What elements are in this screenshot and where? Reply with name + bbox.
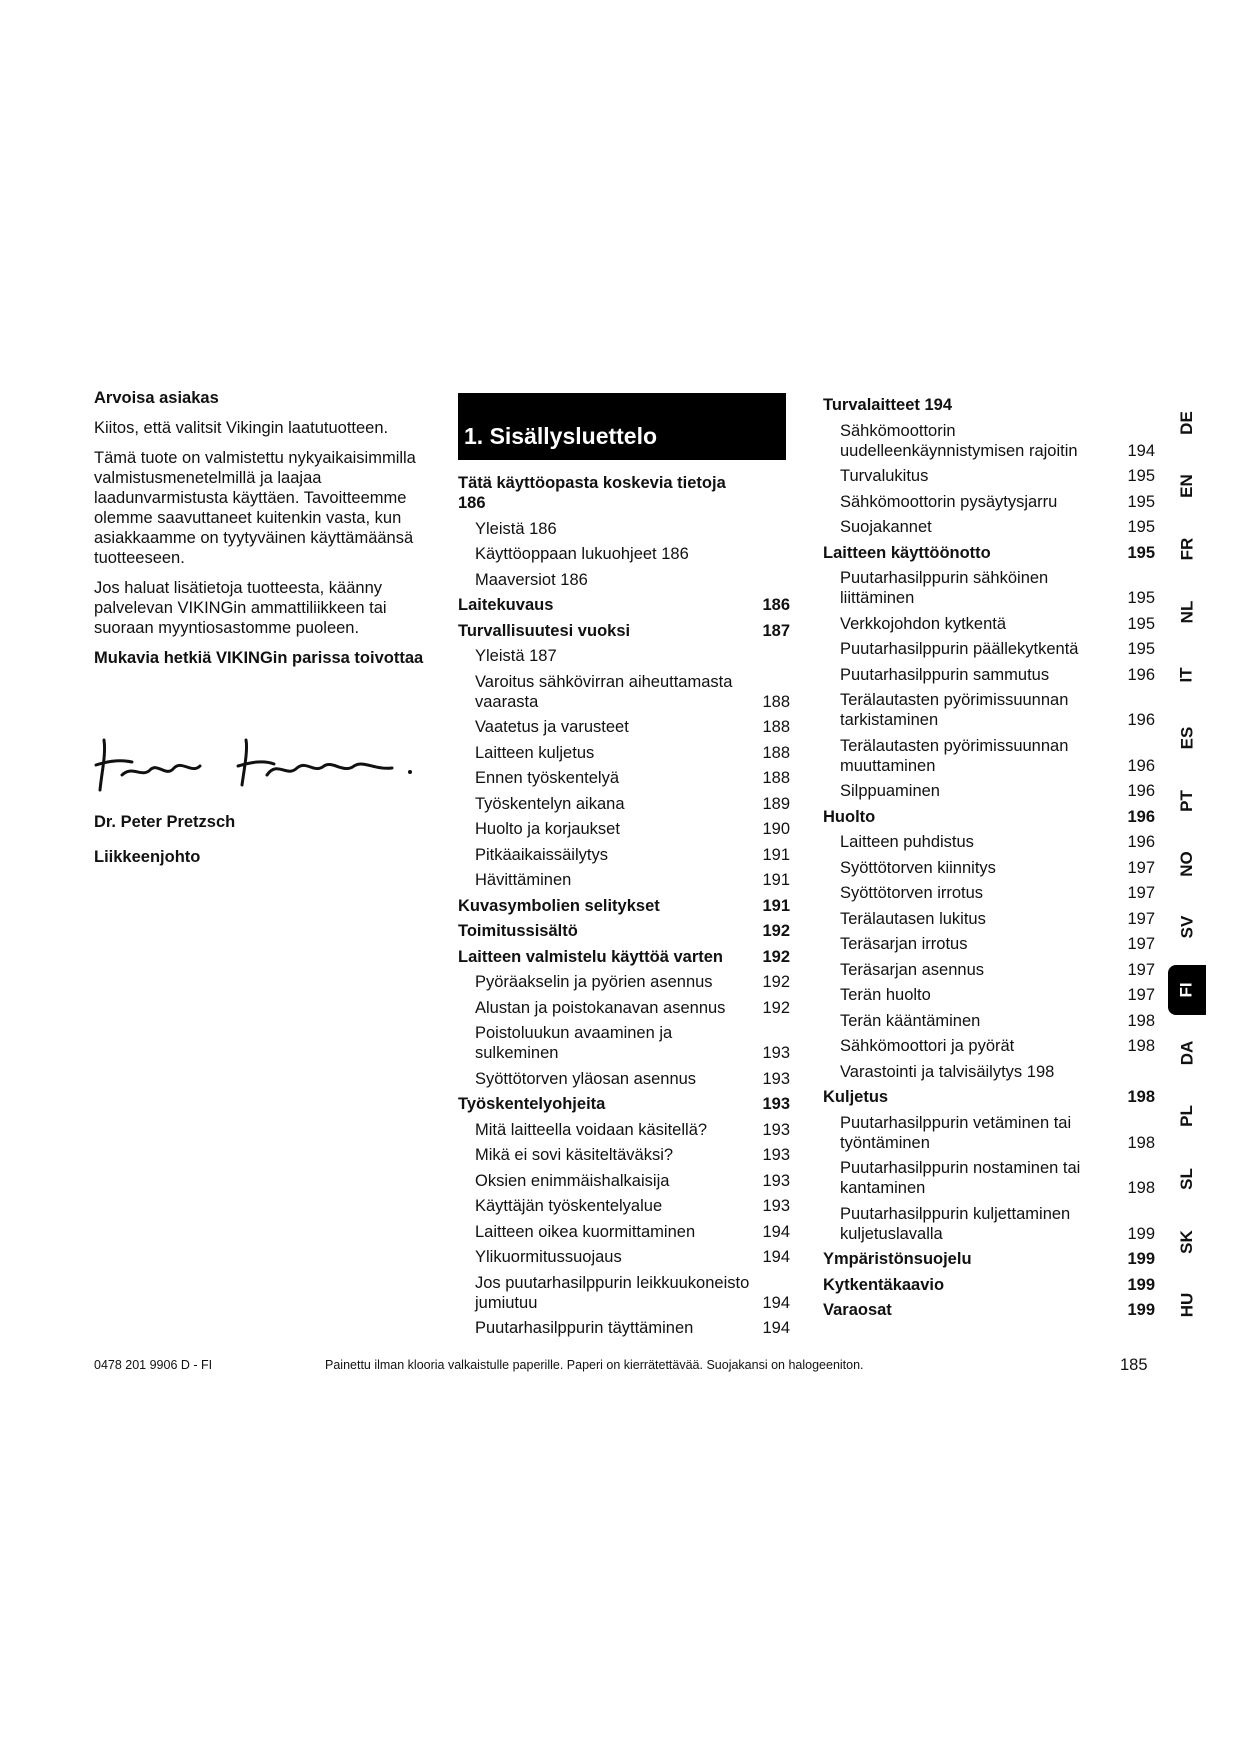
toc-entry bbox=[458, 519, 790, 539]
toc-entry-title: Terälautasten pyörimissuunnan muuttaminen bbox=[840, 736, 1069, 775]
language-tab-sv[interactable] bbox=[1168, 902, 1206, 952]
language-tab-label: DE bbox=[1177, 411, 1196, 435]
toc-entry-title: Turvalaitteet 194 bbox=[823, 396, 953, 414]
toc-entry bbox=[458, 743, 790, 763]
language-tab-label: ES bbox=[1177, 726, 1196, 750]
toc-entry-title: Kytkentäkaavio bbox=[823, 1275, 945, 1294]
language-tab-fi[interactable] bbox=[1168, 965, 1206, 1015]
language-tab-nl[interactable] bbox=[1168, 587, 1206, 637]
toc-entry bbox=[458, 544, 790, 564]
toc-entry bbox=[823, 1300, 1155, 1320]
toc-entry-title: Poistoluukun avaaminen ja sulkeminen bbox=[475, 1024, 673, 1062]
toc-entry-page: 196 bbox=[1127, 782, 1155, 800]
toc-entry bbox=[458, 845, 790, 865]
language-tab-label: HU bbox=[1177, 1292, 1196, 1318]
toc-entry-page: 193 bbox=[762, 1171, 790, 1190]
language-tab-hu[interactable] bbox=[1168, 1280, 1206, 1330]
toc-entry bbox=[823, 1275, 1155, 1295]
toc-entry-title: Terän huolto bbox=[840, 986, 931, 1004]
toc-entry-title: Hävittäminen bbox=[475, 871, 572, 889]
toc-entry-title: Puutarhasilppurin sähköinen liittäminen bbox=[840, 569, 1049, 607]
toc-entry-title: Maaversiot 186 bbox=[475, 570, 588, 589]
letter-paragraph-3: Jos haluat lisätietoja tuotteesta, käänny palvelevan VIKINGin ammattiliikkeen tai suoraan myyntiosastomme puoleen. bbox=[94, 579, 387, 637]
toc-entry-page: 192 bbox=[762, 922, 790, 940]
toc-entry-title: Yleistä 187 bbox=[475, 647, 557, 665]
letter-greeting: Arvoisa asiakas bbox=[94, 389, 219, 407]
toc-entry-title: Turvalukitus bbox=[840, 467, 929, 485]
toc-entry-title: Sähkömoottori ja pyörät bbox=[840, 1037, 1015, 1055]
toc-entry bbox=[458, 819, 790, 839]
toc-entry-title: Terälautasen lukitus bbox=[840, 909, 986, 928]
toc-entry bbox=[458, 1196, 790, 1216]
toc-entry-page: 196 bbox=[1127, 833, 1155, 851]
toc-entry-title: Yleistä 186 bbox=[475, 519, 557, 538]
toc-entry-title: Suojakannet bbox=[840, 518, 932, 536]
toc-entry-title: Varastointi ja talvisäilytys 198 bbox=[840, 1062, 1055, 1081]
toc-column-middle bbox=[458, 473, 790, 1344]
toc-entry bbox=[823, 1036, 1155, 1056]
toc-entry-page: 198 bbox=[1127, 1011, 1155, 1030]
toc-entry-page: 196 bbox=[1127, 756, 1155, 775]
toc-entry-title: Ylikuormitussuojaus bbox=[475, 1248, 622, 1266]
toc-entry-title: Teräsarjan asennus bbox=[840, 960, 985, 979]
toc-entry-title: Toimitussisältö bbox=[458, 922, 578, 940]
toc-entry-page: 192 bbox=[762, 973, 790, 991]
toc-entry bbox=[458, 1069, 790, 1089]
toc-entry-title: Teräsarjan irrotus bbox=[840, 935, 968, 953]
language-tab-label: DA bbox=[1177, 1040, 1196, 1066]
toc-entry bbox=[823, 492, 1155, 512]
toc-entry-page: 197 bbox=[1127, 909, 1155, 928]
toc-entry-title: Oksien enimmäishalkaisija bbox=[475, 1171, 670, 1190]
toc-entry bbox=[823, 568, 1155, 608]
language-tab-label: FI bbox=[1176, 982, 1196, 998]
toc-entry-title: Puutarhasilppurin nostaminen tai kantaminen bbox=[840, 1159, 1081, 1197]
language-tab-pl[interactable] bbox=[1168, 1091, 1206, 1141]
toc-entry bbox=[823, 1158, 1155, 1198]
language-tab-label: SK bbox=[1177, 1230, 1196, 1254]
toc-entry-title: Varoitus sähkövirran aiheuttamasta vaarasta bbox=[475, 672, 733, 711]
toc-entry-page: 196 bbox=[1127, 711, 1155, 729]
toc-entry bbox=[823, 395, 1155, 415]
signature-image bbox=[92, 730, 432, 810]
toc-entry-page: 191 bbox=[762, 845, 790, 864]
toc-column-right bbox=[823, 395, 1155, 1326]
toc-entry bbox=[823, 690, 1155, 730]
toc-entry bbox=[823, 736, 1155, 776]
toc-entry-page: 198 bbox=[1127, 1088, 1155, 1106]
toc-entry-title: Vaatetus ja varusteet bbox=[475, 718, 629, 736]
toc-entry bbox=[458, 1023, 790, 1063]
toc-entry bbox=[823, 466, 1155, 486]
toc-entry-page: 197 bbox=[1127, 935, 1155, 953]
toc-entry-page: 197 bbox=[1127, 960, 1155, 979]
toc-entry-page: 188 bbox=[762, 743, 790, 762]
toc-entry bbox=[458, 768, 790, 788]
toc-entry bbox=[458, 1247, 790, 1267]
toc-entry-page: 195 bbox=[1127, 640, 1155, 658]
toc-entry bbox=[823, 960, 1155, 980]
toc-entry-title: Laitteen käyttöönotto bbox=[823, 543, 991, 562]
signer-name: Dr. Peter Pretzsch bbox=[94, 813, 236, 831]
toc-entry bbox=[823, 665, 1155, 685]
toc-entry-title: Laitteen oikea kuormittaminen bbox=[475, 1222, 696, 1241]
toc-entry-page: 191 bbox=[762, 871, 790, 889]
doc-number: 0478 201 9906 D - FI bbox=[94, 1358, 213, 1372]
toc-entry-title: Puutarhasilppurin sammutus bbox=[840, 665, 1050, 684]
toc-entry-page: 193 bbox=[762, 1146, 790, 1164]
toc-entry-title: Laitekuvaus bbox=[458, 596, 554, 614]
letter-paragraph-2: Tämä tuote on valmistettu nykyaikaisimmilla valmistusmenetelmillä ja laajaa laadunvarmistusta käyttäen. Tavoitteemme olemme saavuttaneet kuitenkin vasta, kun asiakkaamme on tyytyväinen käyttämäänsä tuotteeseen. bbox=[94, 449, 416, 567]
language-tab-sl[interactable] bbox=[1168, 1154, 1206, 1204]
toc-entry-page: 196 bbox=[1127, 807, 1155, 826]
toc-entry bbox=[823, 934, 1155, 954]
language-tab-pt[interactable] bbox=[1168, 776, 1206, 826]
language-tab-da[interactable] bbox=[1168, 1028, 1206, 1078]
toc-entry bbox=[458, 646, 790, 666]
toc-entry-title: Kuljetus bbox=[823, 1088, 889, 1106]
toc-entry-page: 195 bbox=[1127, 614, 1155, 633]
toc-entry-title: Puutarhasilppurin päällekytkentä bbox=[840, 640, 1079, 658]
toc-entry bbox=[823, 832, 1155, 852]
toc-entry-page: 188 bbox=[762, 718, 790, 736]
toc-entry-page: 191 bbox=[762, 896, 790, 915]
language-tab-label: SV bbox=[1177, 915, 1196, 939]
language-tab-label: FR bbox=[1176, 537, 1196, 561]
toc-entry-page: 193 bbox=[762, 1095, 790, 1113]
toc-entry-title: Ennen työskentelyä bbox=[475, 769, 620, 787]
toc-entry bbox=[458, 947, 790, 967]
toc-entry-page: 198 bbox=[1127, 1179, 1155, 1197]
toc-entry-title: Terän kääntäminen bbox=[840, 1011, 981, 1030]
toc-entry bbox=[823, 639, 1155, 659]
toc-entry bbox=[458, 921, 790, 941]
toc-entry-page: 194 bbox=[762, 1293, 790, 1312]
page-number: 185 bbox=[1120, 1356, 1148, 1374]
toc-entry-page: 194 bbox=[762, 1248, 790, 1266]
language-tab-no[interactable] bbox=[1168, 839, 1206, 889]
signer-role: Liikkeenjohto bbox=[94, 848, 201, 866]
toc-entry-page: 199 bbox=[1127, 1301, 1155, 1319]
toc-entry bbox=[458, 1145, 790, 1165]
toc-title: 1. Sisällysluettelo bbox=[458, 393, 786, 460]
toc-entry-page: 195 bbox=[1127, 589, 1155, 607]
toc-entry bbox=[458, 870, 790, 890]
welcome-letter bbox=[94, 388, 434, 678]
toc-entry-page: 194 bbox=[1127, 441, 1155, 460]
toc-entry-page: 193 bbox=[762, 1197, 790, 1215]
toc-entry-title: Sähkömoottorin uudelleenkäynnistymisen rajoitin bbox=[840, 421, 1078, 460]
toc-entry-title: Silppuaminen bbox=[840, 782, 940, 800]
toc-entry bbox=[458, 1094, 790, 1114]
toc-entry bbox=[823, 1249, 1155, 1269]
toc-entry-page: 199 bbox=[1127, 1224, 1155, 1243]
toc-entry-page: 188 bbox=[762, 769, 790, 787]
toc-entry-page: 193 bbox=[762, 1120, 790, 1139]
toc-entry bbox=[823, 858, 1155, 878]
toc-entry bbox=[458, 672, 790, 712]
language-tab-en[interactable] bbox=[1168, 461, 1206, 511]
toc-entry-title: Käyttäjän työskentelyalue bbox=[475, 1197, 663, 1215]
toc-entry bbox=[823, 1113, 1155, 1153]
toc-entry-title: Ympäristönsuojelu bbox=[823, 1250, 972, 1268]
language-tab-label: PT bbox=[1176, 790, 1196, 812]
toc-entry bbox=[823, 1204, 1155, 1244]
language-tab-sk[interactable] bbox=[1168, 1217, 1206, 1267]
language-tab-label: NL bbox=[1176, 600, 1196, 624]
toc-entry bbox=[823, 985, 1155, 1005]
toc-entry-page: 197 bbox=[1127, 858, 1155, 877]
toc-entry-title: Syöttötorven irrotus bbox=[840, 884, 984, 902]
toc-entry-page: 189 bbox=[762, 794, 790, 813]
toc-entry-page: 186 bbox=[762, 596, 790, 614]
toc-entry-title: Turvallisuutesi vuoksi bbox=[458, 621, 631, 640]
toc-entry-title: Pyöräakselin ja pyörien asennus bbox=[475, 973, 713, 991]
toc-entry bbox=[823, 909, 1155, 929]
toc-entry-title: Puutarhasilppurin vetäminen tai työntäminen bbox=[840, 1113, 1072, 1152]
toc-entry bbox=[458, 717, 790, 737]
toc-entry-title: Mitä laitteella voidaan käsitellä? bbox=[475, 1120, 708, 1139]
toc-entry-page: 193 bbox=[762, 1069, 790, 1088]
language-tab-label: NO bbox=[1177, 851, 1196, 877]
toc-entry-page: 188 bbox=[762, 692, 790, 711]
toc-entry bbox=[458, 896, 790, 916]
toc-entry-title: Verkkojohdon kytkentä bbox=[840, 614, 1007, 633]
language-tab-fr[interactable] bbox=[1168, 524, 1206, 574]
toc-entry bbox=[458, 1318, 790, 1338]
language-tab-label: PL bbox=[1176, 1105, 1196, 1127]
toc-entry-title: Huolto bbox=[823, 807, 876, 826]
toc-entry bbox=[458, 998, 790, 1018]
toc-entry-page: 197 bbox=[1127, 884, 1155, 902]
toc-entry-page: 198 bbox=[1127, 1037, 1155, 1055]
toc-entry-page: 193 bbox=[762, 1044, 790, 1062]
toc-entry bbox=[823, 543, 1155, 563]
toc-entry-title: Sähkömoottorin pysäytysjarru bbox=[840, 492, 1058, 511]
toc-entry bbox=[458, 1273, 790, 1313]
language-tab-it[interactable] bbox=[1168, 650, 1206, 700]
toc-entry bbox=[823, 883, 1155, 903]
toc-entry-title: Työskentelyn aikana bbox=[475, 794, 625, 813]
toc-entry-title: Syöttötorven kiinnitys bbox=[840, 858, 996, 877]
toc-entry bbox=[458, 621, 790, 641]
toc-entry-page: 199 bbox=[1127, 1275, 1155, 1294]
toc-entry-title: Kuvasymbolien selitykset bbox=[458, 896, 660, 915]
toc-entry-title: Huolto ja korjaukset bbox=[475, 820, 620, 838]
toc-entry-page: 190 bbox=[762, 820, 790, 838]
toc-entry bbox=[823, 781, 1155, 801]
toc-entry bbox=[458, 473, 790, 513]
toc-entry-page: 199 bbox=[1127, 1250, 1155, 1268]
toc-entry bbox=[458, 595, 790, 615]
toc-entry-page: 195 bbox=[1127, 467, 1155, 485]
toc-entry bbox=[458, 1120, 790, 1140]
toc-entry-title: Mikä ei sovi käsiteltäväksi? bbox=[475, 1146, 674, 1164]
toc-entry-page: 195 bbox=[1127, 543, 1155, 562]
toc-entry-title: Laitteen valmistelu käyttöä varten bbox=[458, 947, 724, 966]
toc-entry-title: Varaosat bbox=[823, 1301, 892, 1319]
footer-note: Painettu ilman klooria valkaistulle paperille. Paperi on kierrätettävää. Suojakansi on halogeeniton. bbox=[325, 1358, 864, 1372]
toc-entry-title: Syöttötorven yläosan asennus bbox=[475, 1069, 697, 1088]
toc-entry bbox=[823, 1087, 1155, 1107]
toc-entry bbox=[458, 1222, 790, 1242]
toc-entry-title: Alustan ja poistokanavan asennus bbox=[475, 998, 726, 1017]
toc-entry bbox=[823, 1062, 1155, 1082]
toc-entry-page: 187 bbox=[762, 621, 790, 640]
toc-entry bbox=[458, 570, 790, 590]
language-tab-label: IT bbox=[1176, 667, 1196, 683]
toc-entry bbox=[458, 794, 790, 814]
toc-entry bbox=[823, 614, 1155, 634]
toc-entry-page: 195 bbox=[1127, 518, 1155, 536]
toc-entry bbox=[458, 1171, 790, 1191]
toc-entry-title: Pitkäaikaissäilytys bbox=[475, 845, 608, 864]
toc-entry bbox=[823, 1011, 1155, 1031]
toc-entry-page: 192 bbox=[762, 998, 790, 1017]
toc-entry-page: 195 bbox=[1127, 492, 1155, 511]
toc-entry-title: Terälautasten pyörimissuunnan tarkistaminen bbox=[840, 691, 1069, 729]
toc-entry-page: 198 bbox=[1127, 1133, 1155, 1152]
toc-entry-page: 194 bbox=[762, 1319, 790, 1337]
toc-entry-title: Puutarhasilppurin täyttäminen bbox=[475, 1319, 694, 1337]
toc-entry bbox=[458, 972, 790, 992]
toc-entry-title: Laitteen puhdistus bbox=[840, 833, 974, 851]
toc-entry-title: Laitteen kuljetus bbox=[475, 743, 595, 762]
toc-entry-title: Työskentelyohjeita bbox=[458, 1095, 606, 1113]
toc-entry-page: 196 bbox=[1127, 665, 1155, 684]
toc-entry bbox=[823, 421, 1155, 461]
toc-entry-title: Tätä käyttöopasta koskevia tietoja 186 bbox=[458, 474, 726, 512]
language-tab-label: EN bbox=[1177, 474, 1196, 498]
toc-entry bbox=[823, 517, 1155, 537]
toc-entry bbox=[823, 807, 1155, 827]
toc-entry-title: Puutarhasilppurin kuljettaminen kuljetuslavalla bbox=[840, 1204, 1071, 1243]
toc-entry-title: Jos puutarhasilppurin leikkuukoneisto jumiutuu bbox=[475, 1273, 750, 1312]
toc-entry-page: 197 bbox=[1127, 986, 1155, 1004]
toc-entry-page: 194 bbox=[762, 1222, 790, 1241]
letter-paragraph-1: Kiitos, että valitsit Vikingin laatutuotteen. bbox=[94, 419, 389, 437]
toc-entry-title: Käyttöoppaan lukuohjeet 186 bbox=[475, 545, 689, 563]
language-tab-es[interactable] bbox=[1168, 713, 1206, 763]
letter-closing: Mukavia hetkiä VIKINGin parissa toivottaa bbox=[94, 649, 424, 667]
language-tab-de[interactable] bbox=[1168, 398, 1206, 448]
language-tab-label: SL bbox=[1176, 1168, 1196, 1190]
toc-entry-page: 192 bbox=[762, 947, 790, 966]
